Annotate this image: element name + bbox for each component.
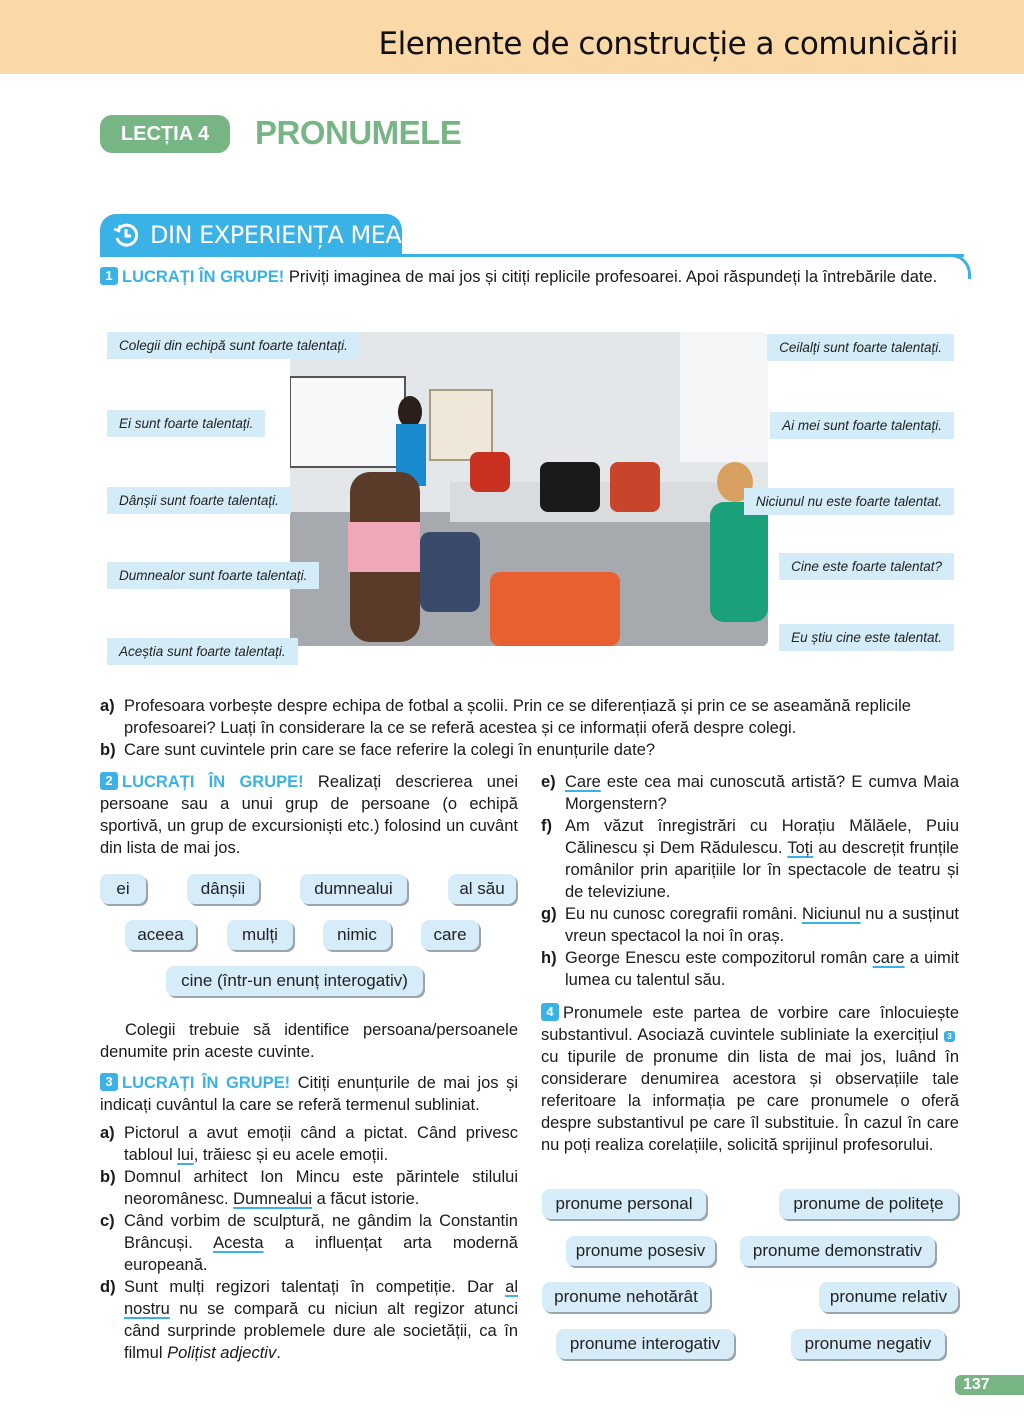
section-divider [100, 254, 964, 257]
ex2-note: Colegii trebuie să identifice persoana/persoanele denumite prin aceste cuvinte. [100, 1021, 518, 1061]
ex4-number: 4 [541, 1003, 559, 1021]
ex3-item-f: f) Am văzut înregistrări cu Horațiu Mălăele, Puiu Călinescu și Dem Rădulescu. Toți au descrețit frunțile românilor prin aparițiile lor în spectacole de teatru și de televiziune. [541, 817, 959, 901]
callout-right: Cine este foarte talentat? [779, 553, 954, 580]
page-header [0, 0, 1024, 74]
word-chip: aceea [125, 920, 196, 950]
pronoun-type-chip: pronume demonstrativ [740, 1236, 935, 1266]
word-chip: dânșii [187, 874, 259, 904]
ex2-text: Realizați descrierea unei persoane sau a unui grup de persoane (o echipă sportivă, un grup de excursioniști etc.) folosind un cuvânt din lista de mai jos. [100, 773, 518, 857]
pronoun-type-chip: pronume de politețe [779, 1189, 958, 1219]
ex1-number: 1 [100, 267, 118, 285]
ex1-questions [100, 695, 960, 761]
ex3-item-a: a) Pictorul a avut emoții când a pictat. Când privesc tabloul lui, trăiesc și eu acele emoții. [100, 1124, 518, 1164]
callout-left: Ei sunt foarte talentați. [107, 410, 265, 437]
lesson-title: PRONUMELE [255, 114, 462, 151]
underlined-word: care [872, 949, 905, 967]
word-chip: ei [100, 874, 146, 904]
word-chip: cine (într-un enunț interogativ) [166, 966, 423, 996]
film-title: Polițist adjectiv [167, 1344, 277, 1362]
ex1-instruction [100, 266, 960, 288]
pronoun-type-chip: pronume negativ [791, 1329, 945, 1359]
underlined-word: Acesta [213, 1234, 264, 1252]
underlined-word: Dumnealui [233, 1190, 313, 1208]
ex3-instruction [100, 1072, 518, 1116]
callout-left: Colegii din echipă sunt foarte talentați. [107, 332, 360, 359]
word-chip: mulți [227, 920, 293, 950]
pronoun-type-chip: pronume nehotărât [542, 1282, 710, 1312]
ex3-item-c: c) Când vorbim de sculptură, ne gândim la Constantin Brâncuși. Acesta a influențat arta modernă europeană. [100, 1212, 518, 1274]
section-tab [100, 214, 402, 256]
ex4-instruction: 4 Pronumele este partea de vorbire care înlocuiește substantivul. Asociază cuvintele subliniate la exercițiul 3 cu tipurile de pronume din lista de mai jos, luând în considerare denumirea acestora și observațiile tale referitoare la informația pe care pronumele o oferă despre substantivul pe care îl substituie. În cazul în care nu poți realiza corelațiile, solicită sprijinul profesorului. [541, 1004, 959, 1154]
pronoun-type-chip: pronume personal [542, 1189, 706, 1219]
ex3-keyword: LUCRAȚI ÎN GRUPE! [122, 1074, 291, 1092]
callout-right: Eu știu cine este talentat. [779, 624, 954, 651]
ex2-instruction [100, 771, 518, 859]
callout-right: Ceilalți sunt foarte talentați. [767, 334, 954, 361]
ex3-item-d: d) Sunt mulți regizori talentați în competiție. Dar al nostru nu se compară cu niciun alt regizor atunci când surprinde problemele dure ale societății, ca în filmul Polițist adjectiv. [100, 1278, 518, 1362]
pronoun-type-chip: pronume interogativ [556, 1329, 734, 1359]
chapter-title: Elemente de construcție a comunicării [378, 26, 958, 62]
question-a: a) Profesoara vorbește despre echipa de fotbal a școlii. Prin ce se diferențiază și prin ce se aseamănă replicile profesoarei? Luați în considerare la ce se referă acestea și ce informații oferă despre colegi. [100, 697, 911, 737]
ex1-text: Priviți imaginea de mai jos și citiți replicile profesoarei. Apoi răspundeți la întrebările date. [288, 268, 938, 286]
page-number: 137 [955, 1375, 1024, 1395]
ex2-number: 2 [100, 772, 118, 790]
ex3-item-g: g) Eu nu cunosc coregrafii români. Niciunul nu a susținut vreun spectacol la noi în oraș. [541, 905, 959, 945]
lesson-badge: LECȚIA 4 [100, 115, 230, 153]
word-chip: nimic [323, 920, 391, 950]
ex3-text: Citiți enunțurile de mai jos și indicați cuvântul la care se referă termenul subliniat. [100, 1074, 519, 1114]
ex3-items-left [100, 1122, 518, 1364]
word-chip: dumnealui [300, 874, 407, 904]
callout-right: Ai mei sunt foarte talentați. [770, 412, 954, 439]
word-chip: al său [448, 874, 516, 904]
pronoun-type-chip: pronume relativ [819, 1282, 958, 1312]
ex3-ref-badge: 3 [944, 1031, 955, 1042]
pronoun-type-chip: pronume posesiv [566, 1236, 715, 1266]
ex3-items-right [541, 771, 959, 991]
underlined-word: Toți [787, 839, 814, 857]
ex3-number: 3 [100, 1073, 118, 1091]
word-chip: care [421, 920, 479, 950]
underlined-word: Care [565, 773, 601, 791]
clock-history-icon [112, 221, 140, 249]
ex3-item-b: b) Domnul arhitect Ion Mincu este părintele stilului neoromânesc. Dumnealui a făcut istorie. [100, 1168, 518, 1208]
ex3-item-h: h) George Enescu este compozitorul român care a uimit lumea cu talentul său. [541, 949, 959, 989]
question-b: b) Care sunt cuvintele prin care se face referire la colegi în enunțurile date? [100, 741, 656, 759]
callout-left: Aceștia sunt foarte talentați. [107, 638, 298, 665]
ex1-keyword: LUCRAȚI ÎN GRUPE! [122, 268, 285, 286]
underlined-word: Niciunul [801, 905, 861, 923]
ex3-item-e: e) Care este cea mai cunoscută artistă? E cumva Maia Morgenstern? [541, 773, 959, 813]
callout-left: Dumnealor sunt foarte talentați. [107, 562, 319, 589]
section-title: DIN EXPERIENȚA MEA [150, 221, 402, 249]
callout-right: Niciunul nu este foarte talentat. [744, 488, 954, 515]
underlined-word: al nostru [124, 1278, 518, 1318]
underlined-word: lui [177, 1146, 194, 1164]
ex2-keyword: LUCRAȚI ÎN GRUPE! [122, 773, 304, 791]
callout-left: Dânșii sunt foarte talentați. [107, 487, 291, 514]
classroom-photo [290, 332, 768, 646]
